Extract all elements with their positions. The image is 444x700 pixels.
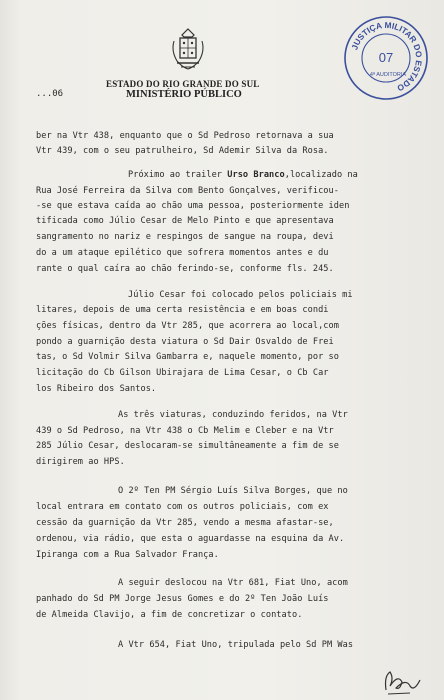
body-line: cessão da guarnição da Vtr 285, vendo a mesma afastar-se, [36,518,334,528]
body-line: litares, depois de uma certa resistência e em boas condi [36,305,329,315]
body-line: As três viaturas, conduzindo feridos, na Vtr [118,410,348,420]
body-line: -se que estava caída ao chão uma pessoa, posteriormente iden [36,201,350,211]
body-line: A seguir deslocou na Vtr 681, Fiat Uno, acom [118,578,348,588]
stamp-number: 07 [378,50,394,65]
body-line: O 2º Ten PM Sérgio Luís Silva Borges, que no [118,486,348,496]
body-line: tificada como Júlio Cesar de Melo Pinto e que apresentava [36,216,334,226]
state-heading: ESTADO DO RIO GRANDE DO SUL [106,79,260,89]
stamp-sub: 4ª AUDITORIA [369,72,407,78]
page-number: ...06 [36,89,64,99]
body-line: Vtr 439, com o seu patrulheiro, Sd Ademir Silva da Rosa. [36,146,329,156]
body-line: pondo a guarnição desta viatura o Sd Dair Osvaldo de Frei [36,337,334,347]
body-line: Júlio Cesar foi colocado pelos policiais mi [128,290,353,300]
stamp-ring-text: JUSTIÇA MILITAR DO ESTADO [349,19,425,94]
body-line: Rua José Ferreira da Silva com Bento Gonçalves, verificou- [36,186,339,196]
body-line: ber na Vtr 438, enquanto que o Sd Pedroso retornava a sua [36,131,334,141]
court-stamp [342,14,430,102]
body-line: tas, o Sd Volmir Silva Gambarra e, naquele momento, por so [36,352,339,362]
body-line: A Vtr 654, Fiat Uno, tripulada pelo Sd PM Was [118,640,354,650]
body-line: licitação do Cb Gilson Ubirajara de Lima Cesar, o Cb Car [36,368,329,378]
body-line: de Almeida Clavijo, a fim de concretizar o contato. [36,610,303,620]
body-line: do a um ataque epilético que sofrera momentos antes e du [36,248,329,258]
body-line: ordenou, via rádio, que esta o aguardasse na esquina da Av. [36,534,345,544]
trailer-name: Urso Branco [227,170,285,180]
body-line: Próximo ao trailer Urso Branco,localizado na [128,170,358,180]
body-line: sangramento no nariz e respingos de sangue na roupa, devi [36,232,334,242]
body-line: los Ribeiro dos Santos. [36,384,157,394]
body-line: 439 o Sd Pedroso, na Vtr 438 o Cb Melim e Cleber e na Vtr [36,426,334,436]
body-line: local entrara em contato com os outros policiais, com ex [36,502,329,512]
body-line: rante o qual caíra ao chão ferindo-se, conforme fls. 245. [36,264,334,274]
body-line: dirigirem ao HPS. [36,457,125,467]
body-line: ções físicas, dentro da Vtr 285, que acorrera ao local,com [36,321,339,331]
body-line: 285 Júlio Cesar, deslocaram-se simultâneamente a fim de se [36,441,339,451]
agency-heading: MINISTÉRIO PÚBLICO [126,89,242,100]
handwritten-initials [380,668,426,696]
state-coat-of-arms-icon [171,27,205,73]
body-line: panhado do Sd PM Jorge Jesus Gomes e do 2º Ten João Luís [36,594,329,604]
body-line: Ipiranga com a Rua Salvador França. [36,550,219,560]
